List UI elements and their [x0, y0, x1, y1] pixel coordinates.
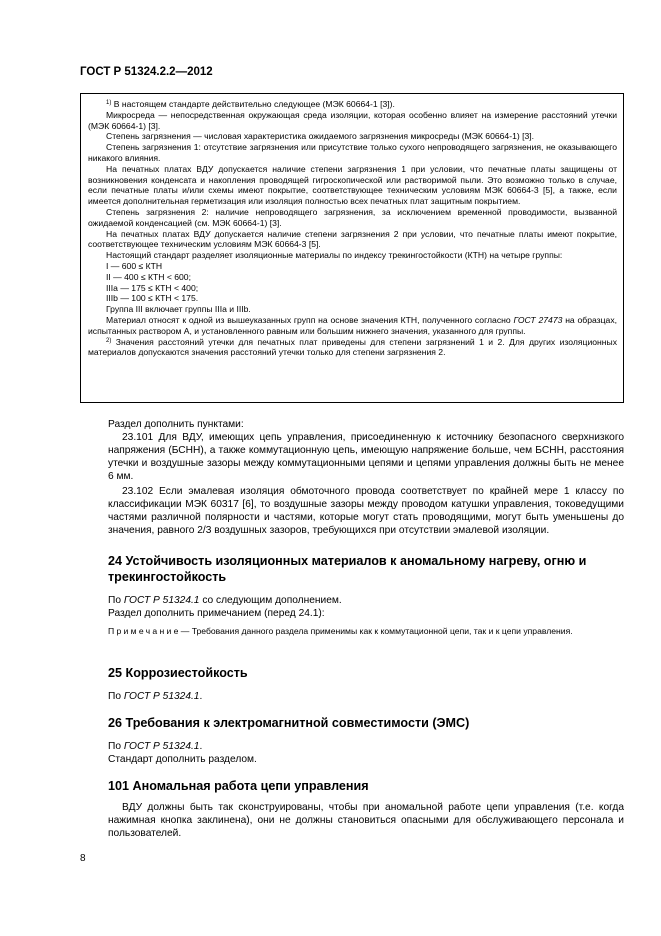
section-23-additions [108, 418, 624, 537]
section-25-heading: 25 Коррозиестойкость [108, 666, 248, 680]
group-item: Группа III включает группы IIIa и IIIb. [106, 304, 251, 315]
footnote-2-marker: 2) [106, 337, 112, 344]
page-number: 8 [80, 853, 86, 864]
footnote-box [80, 93, 624, 403]
footnote-2: $^{2)}$ Значения расстояний утечки для печатных плат приведены для степени загрязнений 1 и 2. Для других изоляционных материалов допускаются значения расстояний утечки только для степени загрязнения 2. [88, 336, 617, 358]
group-item: II — 400 ≤ КТН < 600; [106, 271, 191, 282]
section-101-heading: 101 Аномальная работа цепи управления [108, 779, 369, 793]
gost-reference[interactable]: ГОСТ Р 51324.1 [123, 595, 200, 606]
box-line: Степень загрязнения 2: наличие непроводящего загрязнения, за исключением временной проводимости, вызванной ожидаемой конденсацией (см. МЭК 60664-1) [3]. [88, 206, 617, 228]
section-24-heading: 24 Устойчивость изоляционных материалов к аномальному нагреву, огню и трекингостойкость [108, 554, 587, 584]
box-line: На печатных платах ВДУ допускается наличие степени загрязнения 2 при условии, что печатные платы имеют покрытие, соответствующее техническим условиям МЭК 60664-3 [5]. [88, 228, 617, 250]
document-header: ГОСТ Р 51324.2.2—2012 [80, 66, 213, 78]
section-26-line-2: Стандарт дополнить разделом. [108, 754, 257, 765]
group-item: I — 600 ≤ КТН [106, 260, 163, 271]
section-25-line: По ГОСТ Р 51324.1. [108, 691, 203, 702]
gost-reference[interactable]: ГОСТ Р 51324.1 [123, 741, 200, 752]
clause-23-101: 23.101 Для ВДУ, имеющих цепь управления, присоединенную к источнику безопасного сверхнизкого напряжения (БСНН), а также коммутационную цепь, имеющую напряжение больше, чем БСНН, расстояния утечки и воздушные зазоры между коммутационными цепями и цепями управления должны быть не менее 6 мм. [108, 432, 624, 482]
box-line: Микросреда — непосредственная окружающая среда изоляции, которая особенно влияет на измерение расстояний утечки (МЭК 60664-1) [3]. [88, 109, 617, 131]
section-24-note: Примечание— Требования данного раздела применимы как к коммутационной цепи, так и к цепи управления. [108, 626, 573, 636]
box-line: Степень загрязнения — числовая характеристика ожидаемого загрязнения микросреды (МЭК 60664-1) [3]. [106, 131, 535, 142]
section-26-line-1: По ГОСТ Р 51324.1. [108, 741, 203, 752]
gost-reference[interactable]: ГОСТ Р 51324.1 [123, 691, 200, 702]
box-line: Степень загрязнения 1: отсутствие загрязнения или присутствие только сухого непроводящего загрязнения, не оказывающего никакого влияния. [88, 142, 617, 163]
clause-23-102: 23.102 Если эмалевая изоляция обмоточного провода соответствует по крайней мере 1 классу по классификации МЭК 60317 [6], то воздушные зазоры между проводом катушки управления, токоведущими частями различной полярности и частями, которые могут стать проводящими, могут быть уменьшены до значения, равного 2/3 воздушных зазоров, требующихся при отсутствии эмалевой изоляции. [108, 486, 624, 536]
footnote-1: $^{1)}$ В настоящем стандарте действительно следующее (МЭК 60664-1 [3]). [106, 99, 395, 109]
note-label: Примечание [108, 626, 181, 636]
group-item: IIIb — 100 ≤ КТН < 175. [106, 293, 199, 304]
section-24-line-2: Раздел дополнить примечанием (перед 24.1): [108, 608, 325, 619]
gost-reference[interactable]: ГОСТ 27473 [513, 314, 563, 325]
group-item: IIIa — 175 ≤ КТН < 400; [106, 282, 199, 293]
section-23-intro: Раздел дополнить пунктами: [108, 419, 244, 430]
box-line: На печатных платах ВДУ допускается наличие степени загрязнения 1 при условии, что печатные платы защищены от возникновения конденсата и накопления проводящей гигроскопической или растворимой пыли. Это возможно только в случае, если печатные платы и/или схемы имеют покрытие, соответствующее техническим условиям МЭК 60664-3 [5], а также, если имеется дополнительная герметизация или изоляция полностью всех печатных плат защитным покрытием. [88, 163, 617, 207]
box-line: Настоящий стандарт разделяет изоляционные материалы по индексу трекингостойкости (КТН) на четыре группы: [106, 250, 563, 261]
material-paragraph: Материал относят к одной из вышеуказанных групп на основе значения КТН, полученного согласно ГОСТ 27473 на образцах, испытанных раствором А, и установленного равным или большим нижнего значения, указанного для группы. [88, 314, 618, 336]
section-26-heading: 26 Требования к электромагнитной совместимости (ЭМС) [108, 716, 470, 730]
footnote-1-marker: 1) [106, 100, 112, 106]
section-101-text: ВДУ должны быть так сконструированы, чтобы при аномальной работе цепи управления (т.е. когда нажимная кнопка заклинена), они не должны становиться опасными для обслуживающего персонала и пользователей. [108, 802, 624, 839]
section-24-line-1: По ГОСТ Р 51324.1 со следующим дополнением. [108, 595, 342, 606]
